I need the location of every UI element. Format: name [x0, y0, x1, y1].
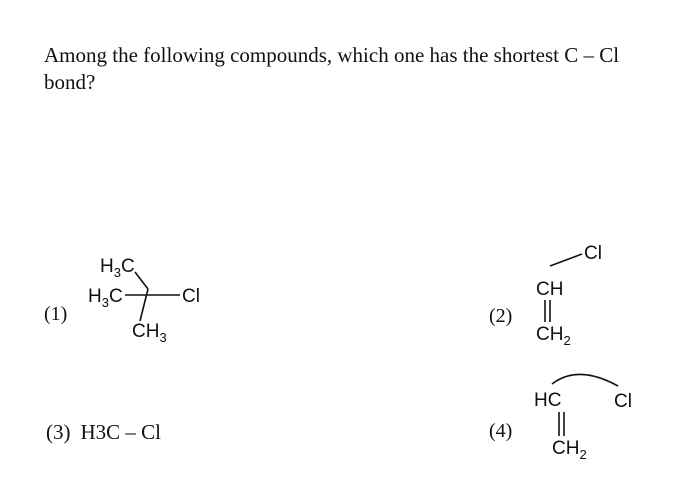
option-2-ch2-label: $CH_2$	[536, 324, 571, 348]
option-2-chlorine-label: Cl	[584, 243, 602, 264]
option-1-bond-bottom	[140, 289, 148, 321]
option-1-left-methyl-label: $H_3C$	[88, 286, 123, 310]
option-3-number: (3)	[46, 420, 71, 444]
question-text: Among the following compounds, which one has the shortest C – Cl bond?	[44, 43, 620, 94]
option-2-bond-cl	[550, 254, 582, 266]
option-4-chlorine-label: Cl	[614, 391, 632, 412]
option-3-formula: H3C – Cl	[80, 420, 162, 444]
option-4-bond-cl	[552, 374, 618, 386]
option-3	[46, 420, 161, 444]
option-4-ch2-label: $CH_2$	[552, 438, 587, 462]
option-2-structure	[528, 240, 638, 350]
option-4-number: (4)	[489, 420, 513, 442]
option-1-top-methyl-label: $H_3C$	[100, 256, 135, 280]
option-1-bottom-methyl-label: $CH_3$	[132, 321, 167, 345]
option-4-structure	[530, 370, 660, 480]
option-2-ch-label: CH	[536, 279, 564, 300]
option-2-number: (2)	[489, 305, 513, 327]
option-1-number: (1)	[44, 303, 68, 325]
option-4-hc-label: HC	[534, 390, 562, 411]
option-1-structure	[80, 245, 220, 355]
option-1-chlorine-label: Cl	[182, 286, 200, 307]
option-1-bond-top	[135, 272, 148, 289]
